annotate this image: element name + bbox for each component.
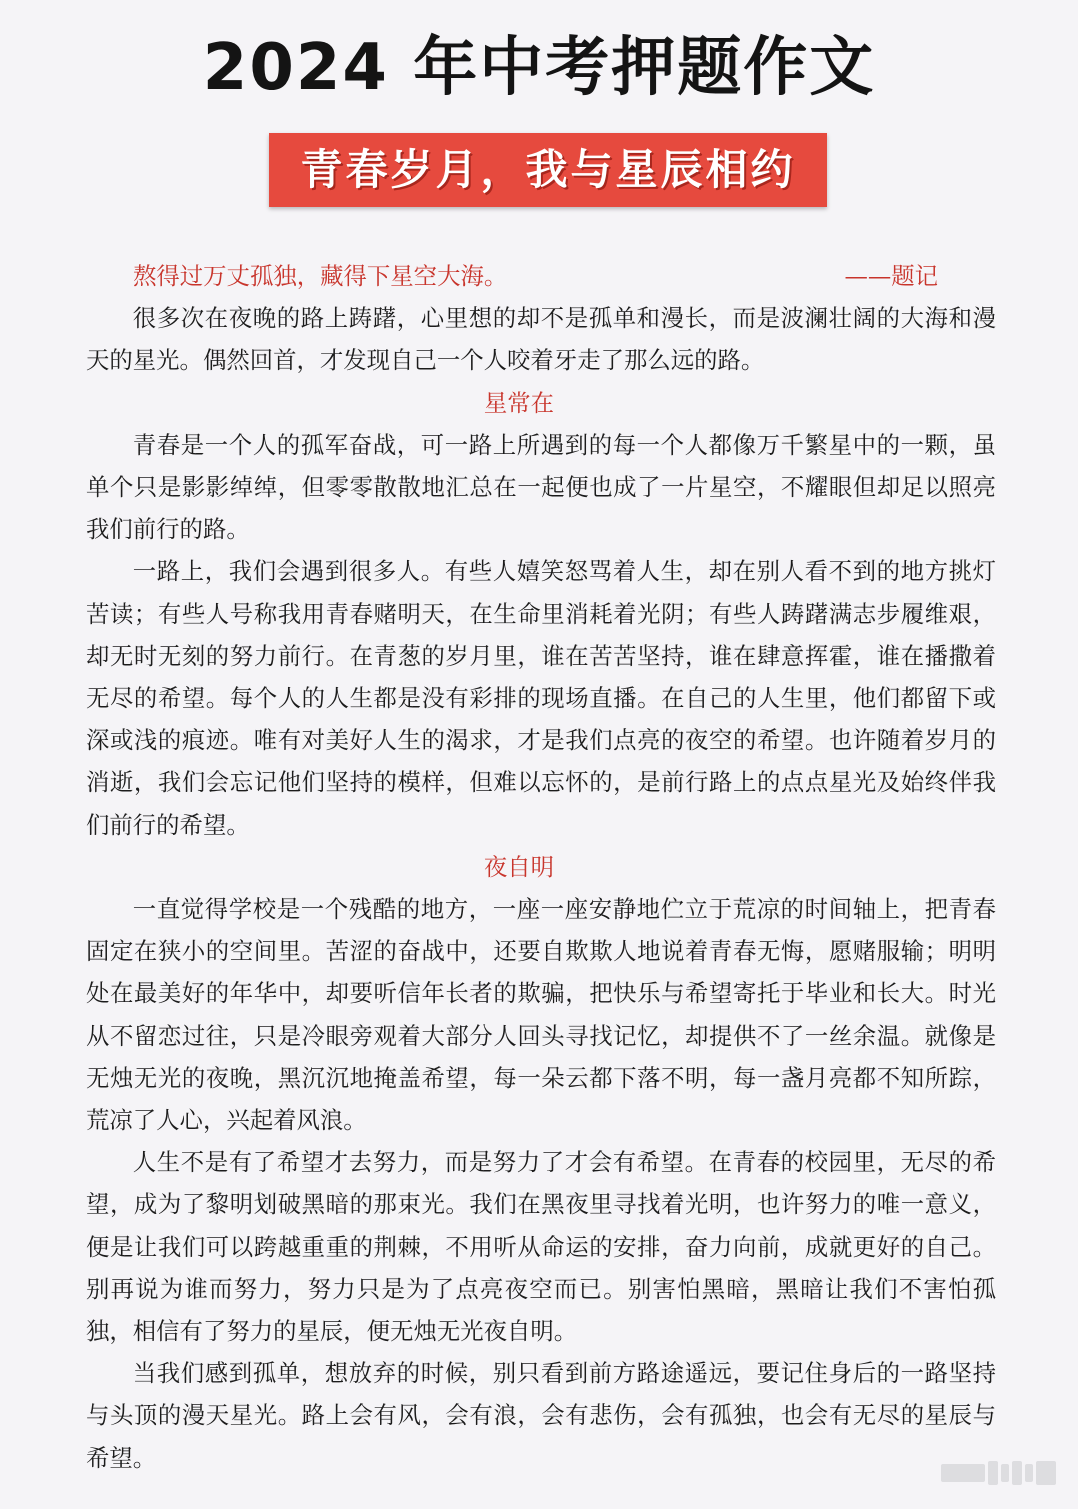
essay-body xyxy=(86,255,996,1479)
paragraph: 青春是一个人的孤军奋战，可一路上所遇到的每一个人都像万千繁星中的一颗，虽单个只是影影绰绰，但零零散散地汇总在一起便也成了一片星空，不耀眼但却足以照亮我们前行的路。 xyxy=(86,430,996,544)
epigraph-text: 熬得过万丈孤独，藏得下星空大海。 xyxy=(133,262,508,290)
paragraph: 当我们感到孤单，想放弃的时候，别只看到前方路途遥远，要记住身后的一路坚持与头顶的漫天星光。路上会有风，会有浪，会有悲伤，会有孤独，也会有无尽的星辰与希望。 xyxy=(86,1359,996,1472)
essay-title: 青春岁月，我与星辰相约 xyxy=(300,145,796,194)
paragraph: 一直觉得学校是一个残酷的地方，一座一座安静地伫立于荒凉的时间轴上，把青春固定在狭小的空间里。苦涩的奋战中，还要自欺欺人地说着青春无悔，愿赌服输；明明处在最美好的年华中，却要听信年长者的欺骗，把快乐与希望寄托于毕业和长大。时光从不留恋过往，只是冷眼旁观着大部分人回头寻找记忆，却提供不了一丝余温。就像是无烛无光的夜晚，黑沉沉地掩盖希望，每一朵云都下落不明，每一盏月亮都不知所踪，荒凉了人心，兴起着风浪。 xyxy=(86,895,996,1135)
section-heading: 夜自明 xyxy=(483,852,555,881)
epigraph-label: ——题记 xyxy=(844,262,938,290)
watermark-block xyxy=(988,1461,998,1485)
paragraph: 一路上，我们会遇到很多人。有些人嬉笑怒骂着人生，却在别人看不到的地方挑灯苦读；有些人号称我用青春赌明天，在生命里消耗着光阴；有些人踌躇满志步履维艰，却无时无刻的努力前行。在青葱的岁月里，谁在苦苦坚持，谁在肆意挥霍，谁在播撒着无尽的希望。每个人的人生都是没有彩排的现场直播。在自己的人生里，他们都留下或深或浅的痕迹。唯有对美好人生的渴求，才是我们点亮的夜空的希望。也许随着岁月的消逝，我们会忘记他们坚持的模样，但难以忘怀的，是前行路上的点点星光及始终伴我们前行的希望。 xyxy=(86,557,996,839)
essay-title-banner xyxy=(269,133,827,207)
watermark-block xyxy=(941,1464,985,1482)
paragraph: 人生不是有了希望才去努力，而是努力了才会有希望。在青春的校园里，无尽的希望，成为了黎明划破黑暗的那束光。我们在黑夜里寻找着光明，也许努力的唯一意义，便是让我们可以跨越重重的荆棘，不用听从命运的安排，奋力向前，成就更好的自己。别再说为谁而努力，努力只是为了点亮夜空而已。别害怕黑暗，黑暗让我们不害怕孤独，相信有了努力的星辰，便无烛无光夜自明。 xyxy=(86,1148,996,1346)
watermark-block xyxy=(1001,1464,1009,1482)
watermark-block xyxy=(1025,1464,1033,1482)
page-title: 2024 年中考押题作文 xyxy=(202,31,876,105)
watermark xyxy=(918,1458,1056,1488)
epigraph xyxy=(86,255,996,297)
section-heading: 星常在 xyxy=(483,388,555,417)
intro-paragraph: 很多次在夜晚的路上踌躇，心里想的却不是孤单和漫长，而是波澜壮阔的大海和漫天的星光。偶然回首，才发现自己一个人咬着牙走了那么远的路。 xyxy=(86,304,996,375)
watermark-block xyxy=(1036,1461,1056,1485)
watermark-block xyxy=(1012,1461,1022,1485)
